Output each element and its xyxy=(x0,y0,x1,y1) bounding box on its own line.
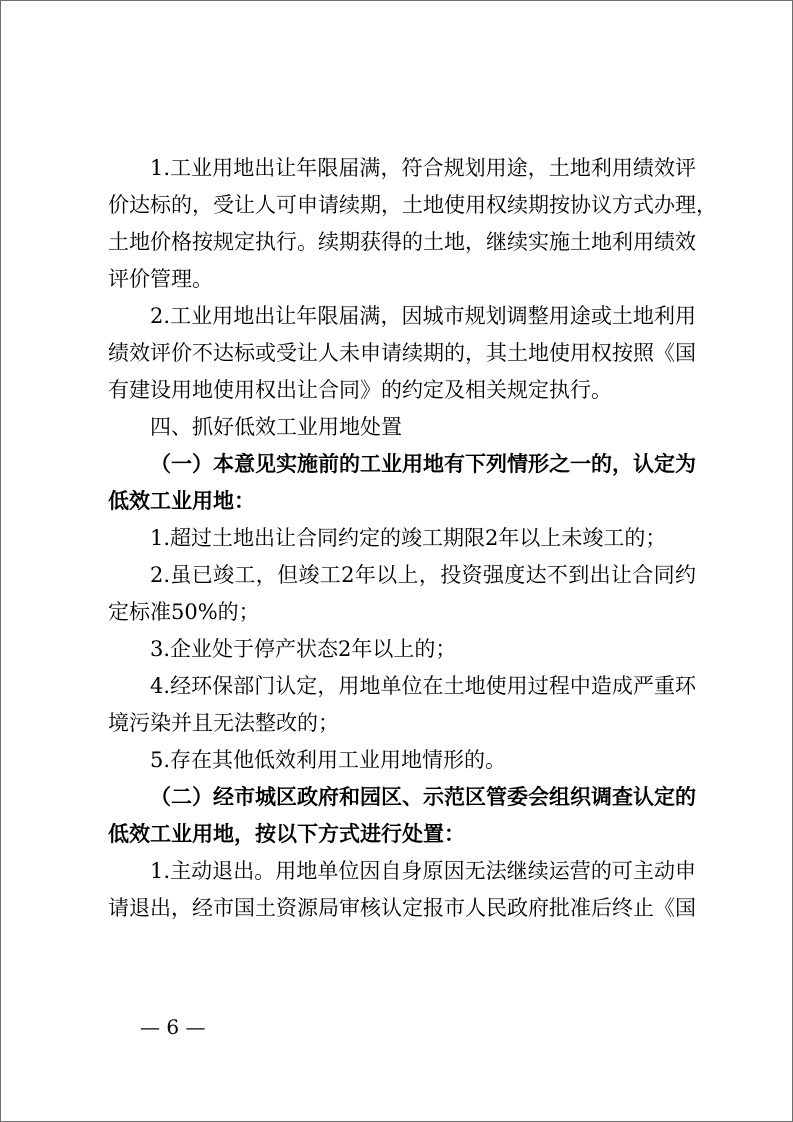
subsection-heading: 低效工业用地，按以下方式进行处置： xyxy=(108,821,465,846)
subsection-heading: 低效工业用地： xyxy=(108,488,255,513)
subsection-heading: （一）本意见实施前的工业用地有下列情形之一的，认定为 xyxy=(150,451,696,476)
text-line: 3.企业处于停产状态2年以上的； xyxy=(150,637,457,661)
page-number: — 6 — xyxy=(140,1015,206,1039)
text-line: 绩效评价不达标或受让人未申请续期的，其土地使用权按照《国 xyxy=(108,341,696,365)
text-line: 定标准50%的； xyxy=(108,600,260,624)
text-line: 有建设用地使用权出让合同》的约定及相关规定执行。 xyxy=(108,378,612,402)
section-heading: 四、抓好低效工业用地处置 xyxy=(150,415,402,439)
text-line: 评价管理。 xyxy=(108,267,213,291)
text-line: 1.工业用地出让年限届满，符合规划用途，土地利用绩效评 xyxy=(150,156,696,180)
text-line: 价达标的，受让人可申请续期，土地使用权续期按协议方式办理， xyxy=(108,193,717,217)
text-line: 境污染并且无法整改的； xyxy=(108,711,339,735)
text-line: 土地价格按规定执行。续期获得的土地，继续实施土地利用绩效 xyxy=(108,230,696,254)
text-line: 5.存在其他低效利用工业用地情形的。 xyxy=(150,748,507,772)
text-line: 请退出，经市国土资源局审核认定报市人民政府批准后终止《国 xyxy=(108,896,696,920)
text-line: 2.工业用地出让年限届满，因城市规划调整用途或土地利用 xyxy=(150,304,696,328)
text-line: 2.虽已竣工，但竣工2年以上，投资强度达不到出让合同约 xyxy=(150,563,696,587)
text-line: 1.主动退出。用地单位因自身原因无法继续运营的可主动申 xyxy=(150,859,696,883)
text-line: 4.经环保部门认定，用地单位在土地使用过程中造成严重环 xyxy=(150,674,696,698)
subsection-heading: （二）经市城区政府和园区、示范区管委会组织调查认定的 xyxy=(150,784,696,809)
text-line: 1.超过土地出让合同约定的竣工期限2年以上未竣工的； xyxy=(150,526,667,550)
